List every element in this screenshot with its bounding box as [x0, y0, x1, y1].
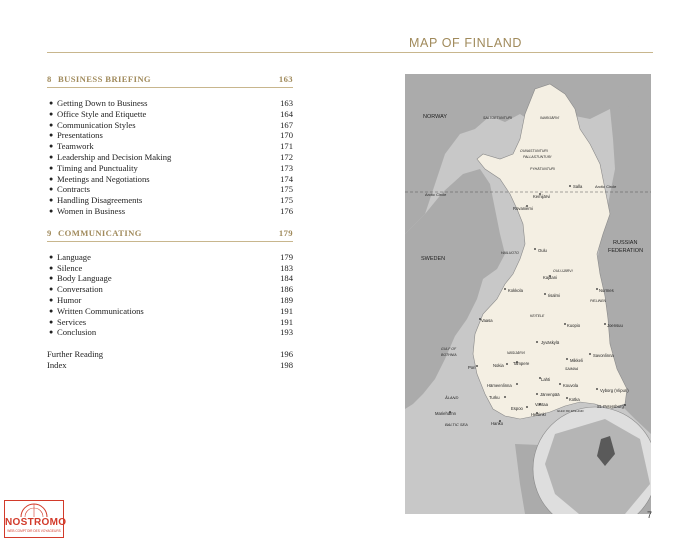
- nostromo-logo[interactable]: [4, 500, 67, 538]
- toc-item[interactable]: [47, 263, 293, 274]
- toc-item[interactable]: [47, 184, 293, 195]
- city-label: Kouvola: [563, 383, 579, 388]
- toc-extra-item[interactable]: [47, 360, 293, 371]
- page-title: MAP OF FINLAND: [409, 36, 523, 50]
- bullet-icon: ●: [49, 317, 54, 326]
- toc-item-label: Further Reading: [47, 349, 104, 360]
- toc-item-label: Silence: [57, 262, 83, 273]
- region-label: KEITELE: [530, 314, 545, 318]
- city-label: Jyväskylä: [541, 340, 560, 345]
- region-label: OUNASTUNTURI: [520, 149, 548, 153]
- toc-item[interactable]: [47, 317, 293, 328]
- region-label: OULUJÄRVI: [553, 269, 573, 273]
- toc-item-label: Meetings and Negotiations: [57, 173, 150, 184]
- city-label: Järvenpää: [540, 392, 560, 397]
- section-number: 9: [47, 227, 52, 238]
- toc-item[interactable]: [47, 120, 293, 131]
- toc-item-label: Contracts: [57, 184, 90, 195]
- toc-item[interactable]: [47, 109, 293, 120]
- toc-item-page: 193: [280, 327, 293, 338]
- bullet-icon: ●: [49, 206, 54, 215]
- logo-wordmark: NOSTROMO: [5, 517, 67, 528]
- section-title: BUSINESS BRIEFING: [58, 74, 152, 84]
- bullet-icon: ●: [49, 131, 54, 140]
- toc-item[interactable]: [47, 163, 293, 174]
- city-label: Tampere: [513, 361, 530, 366]
- city-label: Vyborg (Viipuri): [600, 388, 629, 393]
- logo-tagline: WEB COMPTOIR DES VOYAGEURS: [7, 529, 61, 533]
- city-label: Nokia: [493, 363, 504, 368]
- city-label: Oulu: [538, 248, 547, 253]
- bullet-icon: ●: [49, 263, 54, 272]
- city-label: Rovaniemi: [513, 206, 533, 211]
- bullet-icon: ●: [49, 99, 54, 107]
- toc-item-page: 191: [280, 305, 293, 316]
- toc-item-label: Conclusion: [57, 327, 97, 338]
- toc-item-page: 186: [280, 284, 293, 295]
- section-page: 163: [278, 74, 293, 84]
- city-label: Iisalmi: [548, 293, 560, 298]
- bullet-icon: ●: [49, 274, 54, 283]
- toc-item-page: 171: [280, 141, 293, 152]
- bullet-icon: ●: [49, 142, 54, 151]
- bullet-icon: ●: [49, 185, 54, 194]
- spacer: [47, 338, 293, 349]
- toc-item-label: Timing and Punctuality: [57, 162, 138, 173]
- city-label: Lahti: [541, 377, 551, 382]
- table-of-contents: [47, 74, 293, 371]
- toc-item-page: 198: [280, 359, 293, 370]
- toc-item-page: 189: [280, 294, 293, 305]
- toc-item[interactable]: [47, 174, 293, 185]
- bullet-icon: ●: [49, 163, 54, 172]
- toc-item-page: 170: [280, 130, 293, 141]
- region-label: GULF OF FINLAND: [557, 409, 584, 413]
- city-label: Joensuu: [607, 323, 623, 328]
- bullet-icon: ●: [49, 306, 54, 315]
- globe-icon: [5, 501, 63, 517]
- toc-item[interactable]: [47, 206, 293, 217]
- section-title: COMMUNICATING: [58, 227, 142, 238]
- toc-item[interactable]: [47, 195, 293, 206]
- page-number: 7: [647, 510, 653, 520]
- arctic-label: Arctic Circle: [425, 192, 447, 197]
- city-label: Mariehamn: [435, 411, 456, 416]
- toc-item[interactable]: [47, 141, 293, 152]
- city-label: Kuopio: [567, 323, 581, 328]
- region-label: INARIJÄRVI: [540, 116, 560, 120]
- toc-item-page: 175: [280, 195, 293, 206]
- country-label: RUSSIAN: [613, 240, 638, 246]
- toc-item-label: Communication Styles: [57, 119, 136, 130]
- city-label: Kotka: [569, 397, 580, 402]
- bullet-icon: ●: [49, 174, 54, 183]
- toc-item-label: Index: [47, 359, 67, 370]
- spacer: [47, 217, 293, 228]
- toc-item-label: Office Style and Etiquette: [57, 108, 147, 119]
- bullet-icon: ●: [49, 196, 54, 205]
- toc-item[interactable]: [47, 295, 293, 306]
- region-label: PIELINEN: [590, 299, 606, 303]
- region-label: NÄSIJÄRVI: [507, 351, 526, 355]
- city-label: Espoo: [511, 406, 523, 411]
- toc-item[interactable]: [47, 273, 293, 284]
- city-label: Salla: [573, 184, 583, 189]
- toc-item-label: Services: [57, 316, 87, 327]
- city-label: Vantaa: [535, 402, 548, 407]
- city-label: Vaasa: [481, 318, 493, 323]
- toc-item-page: 163: [280, 98, 293, 108]
- toc-item-page: 184: [280, 273, 293, 284]
- bullet-icon: ●: [49, 285, 54, 294]
- toc-item-page: 183: [280, 262, 293, 273]
- city-label: Kajaani: [543, 275, 557, 280]
- city-label: Pori: [468, 365, 476, 370]
- toc-item-page: 191: [280, 316, 293, 327]
- toc-item-page: 196: [280, 349, 293, 360]
- section-number: 8: [47, 74, 52, 84]
- city-label: Hanko: [491, 421, 504, 426]
- city-label: Kemijärvi: [533, 194, 551, 199]
- bullet-icon: ●: [49, 152, 54, 161]
- finland-map: [405, 74, 651, 514]
- toc-item-label: Women in Business: [57, 205, 126, 216]
- bullet-icon: ●: [49, 109, 54, 118]
- section-heading[interactable]: [47, 74, 293, 86]
- toc-item-page: 176: [280, 205, 293, 216]
- toc-item-label: Conversation: [57, 284, 103, 295]
- toc-item-page: 164: [280, 108, 293, 119]
- country-label: FEDERATION: [608, 248, 644, 254]
- toc-item-label: Handling Disagreements: [57, 195, 143, 206]
- city-label: Hämeenlinna: [487, 383, 512, 388]
- toc-item-page: 179: [280, 251, 293, 262]
- region-label: BOTHNIA: [441, 353, 457, 357]
- toc-item[interactable]: [47, 252, 293, 263]
- region-label: HAILUOTO: [501, 251, 519, 255]
- section-rule: [47, 241, 293, 242]
- toc-item[interactable]: [47, 284, 293, 295]
- toc-item-page: 167: [280, 119, 293, 130]
- map-svg: [405, 74, 651, 514]
- toc-item-label: Language: [57, 251, 91, 262]
- toc-item-label: Teamwork: [57, 141, 94, 152]
- arctic-label: Arctic Circle: [595, 184, 617, 189]
- bullet-icon: ●: [49, 295, 54, 304]
- toc-item[interactable]: [47, 327, 293, 338]
- city-label: Helsinki: [531, 412, 546, 417]
- city-label: St. Petersburg: [597, 404, 624, 409]
- bullet-icon: ●: [49, 120, 54, 129]
- toc-item[interactable]: [47, 98, 293, 109]
- toc-extra-item[interactable]: [47, 349, 293, 360]
- region-label: BALTIC SEA: [445, 422, 468, 427]
- region-label: GULF OF: [441, 347, 457, 351]
- toc-item-page: 172: [280, 151, 293, 162]
- region-label: ÅLAND: [445, 395, 459, 400]
- toc-item-page: 174: [280, 173, 293, 184]
- toc-item-label: Written Communications: [57, 305, 144, 316]
- section-page: 179: [278, 227, 293, 238]
- city-label: Turku: [489, 395, 500, 400]
- toc-item-label: Getting Down to Business: [57, 98, 148, 108]
- section-rule: [47, 87, 293, 88]
- toc-item-label: Body Language: [57, 273, 112, 284]
- region-label: SAIMAA: [565, 367, 579, 371]
- toc-item-label: Humor: [57, 294, 82, 305]
- region-label: PYHÄTUNTURI: [530, 167, 555, 171]
- region-label: PALLASTUNTURI: [523, 155, 552, 159]
- city-label: Nurmes: [599, 288, 614, 293]
- toc-item-page: 173: [280, 162, 293, 173]
- toc-item[interactable]: [47, 152, 293, 163]
- country-label: NORWAY: [423, 114, 448, 120]
- header-rule: [47, 52, 653, 53]
- toc-item[interactable]: [47, 130, 293, 141]
- section-heading[interactable]: [47, 228, 293, 240]
- toc-item-label: Leadership and Decision Making: [57, 151, 172, 162]
- country-label: SWEDEN: [421, 256, 446, 262]
- bullet-icon: ●: [49, 328, 54, 337]
- city-label: Savonlinna: [593, 353, 614, 358]
- toc-item-page: 175: [280, 184, 293, 195]
- toc-item-label: Presentations: [57, 130, 103, 141]
- city-label: Mikkeli: [570, 358, 583, 363]
- bullet-icon: ●: [49, 252, 54, 261]
- region-label: SALTOETUNTURI: [483, 116, 512, 120]
- city-label: Kokkola: [508, 288, 523, 293]
- toc-item[interactable]: [47, 306, 293, 317]
